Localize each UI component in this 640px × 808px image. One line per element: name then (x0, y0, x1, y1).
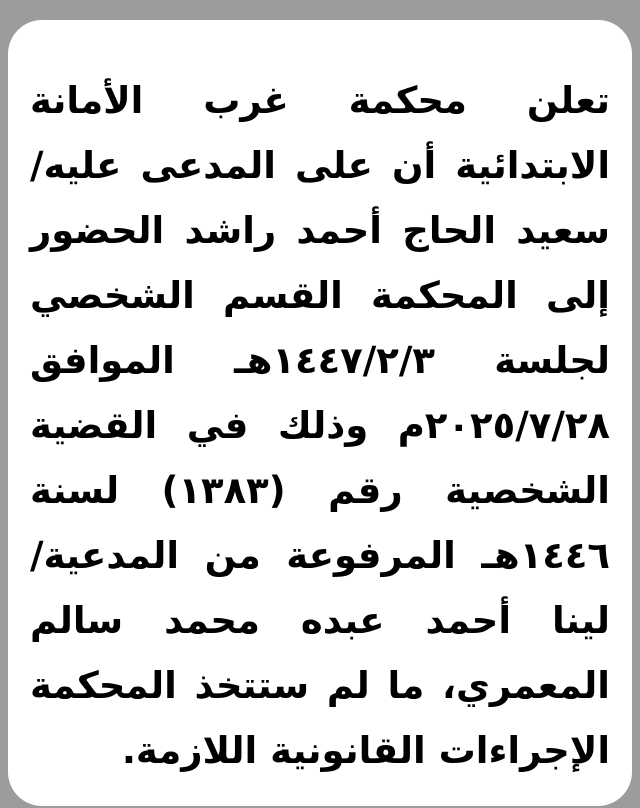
notice-line-8: ١٤٤٦هـ المرفوعة من المدعية/ (30, 534, 610, 577)
court-notice-text (30, 68, 610, 783)
notice-line-4: إلى المحكمة القسم الشخصي (30, 274, 610, 317)
notice-line-2: الابتدائية أن على المدعى عليه/ (30, 144, 610, 187)
notice-line-6: ٢٠٢٥/٧/٢٨م وذلك في القضية (30, 404, 610, 447)
notice-line-5: لجلسة ١٤٤٧/٢/٣هـ الموافق (30, 339, 610, 382)
notice-line-1: تعلن محكمة غرب الأمانة (30, 79, 610, 122)
notice-line-7: الشخصية رقم (١٣٨٣) لسنة (30, 469, 610, 512)
notice-line-10: المعمري، ما لم ستتخذ المحكمة (30, 664, 610, 707)
notice-line-3: سعيد الحاج أحمد راشد الحضور (30, 209, 610, 252)
notice-line-11: الإجراءات القانونية اللازمة. (121, 729, 610, 772)
notice-line-9: لينا أحمد عبده محمد سالم (30, 599, 610, 642)
notice-panel (8, 20, 632, 806)
